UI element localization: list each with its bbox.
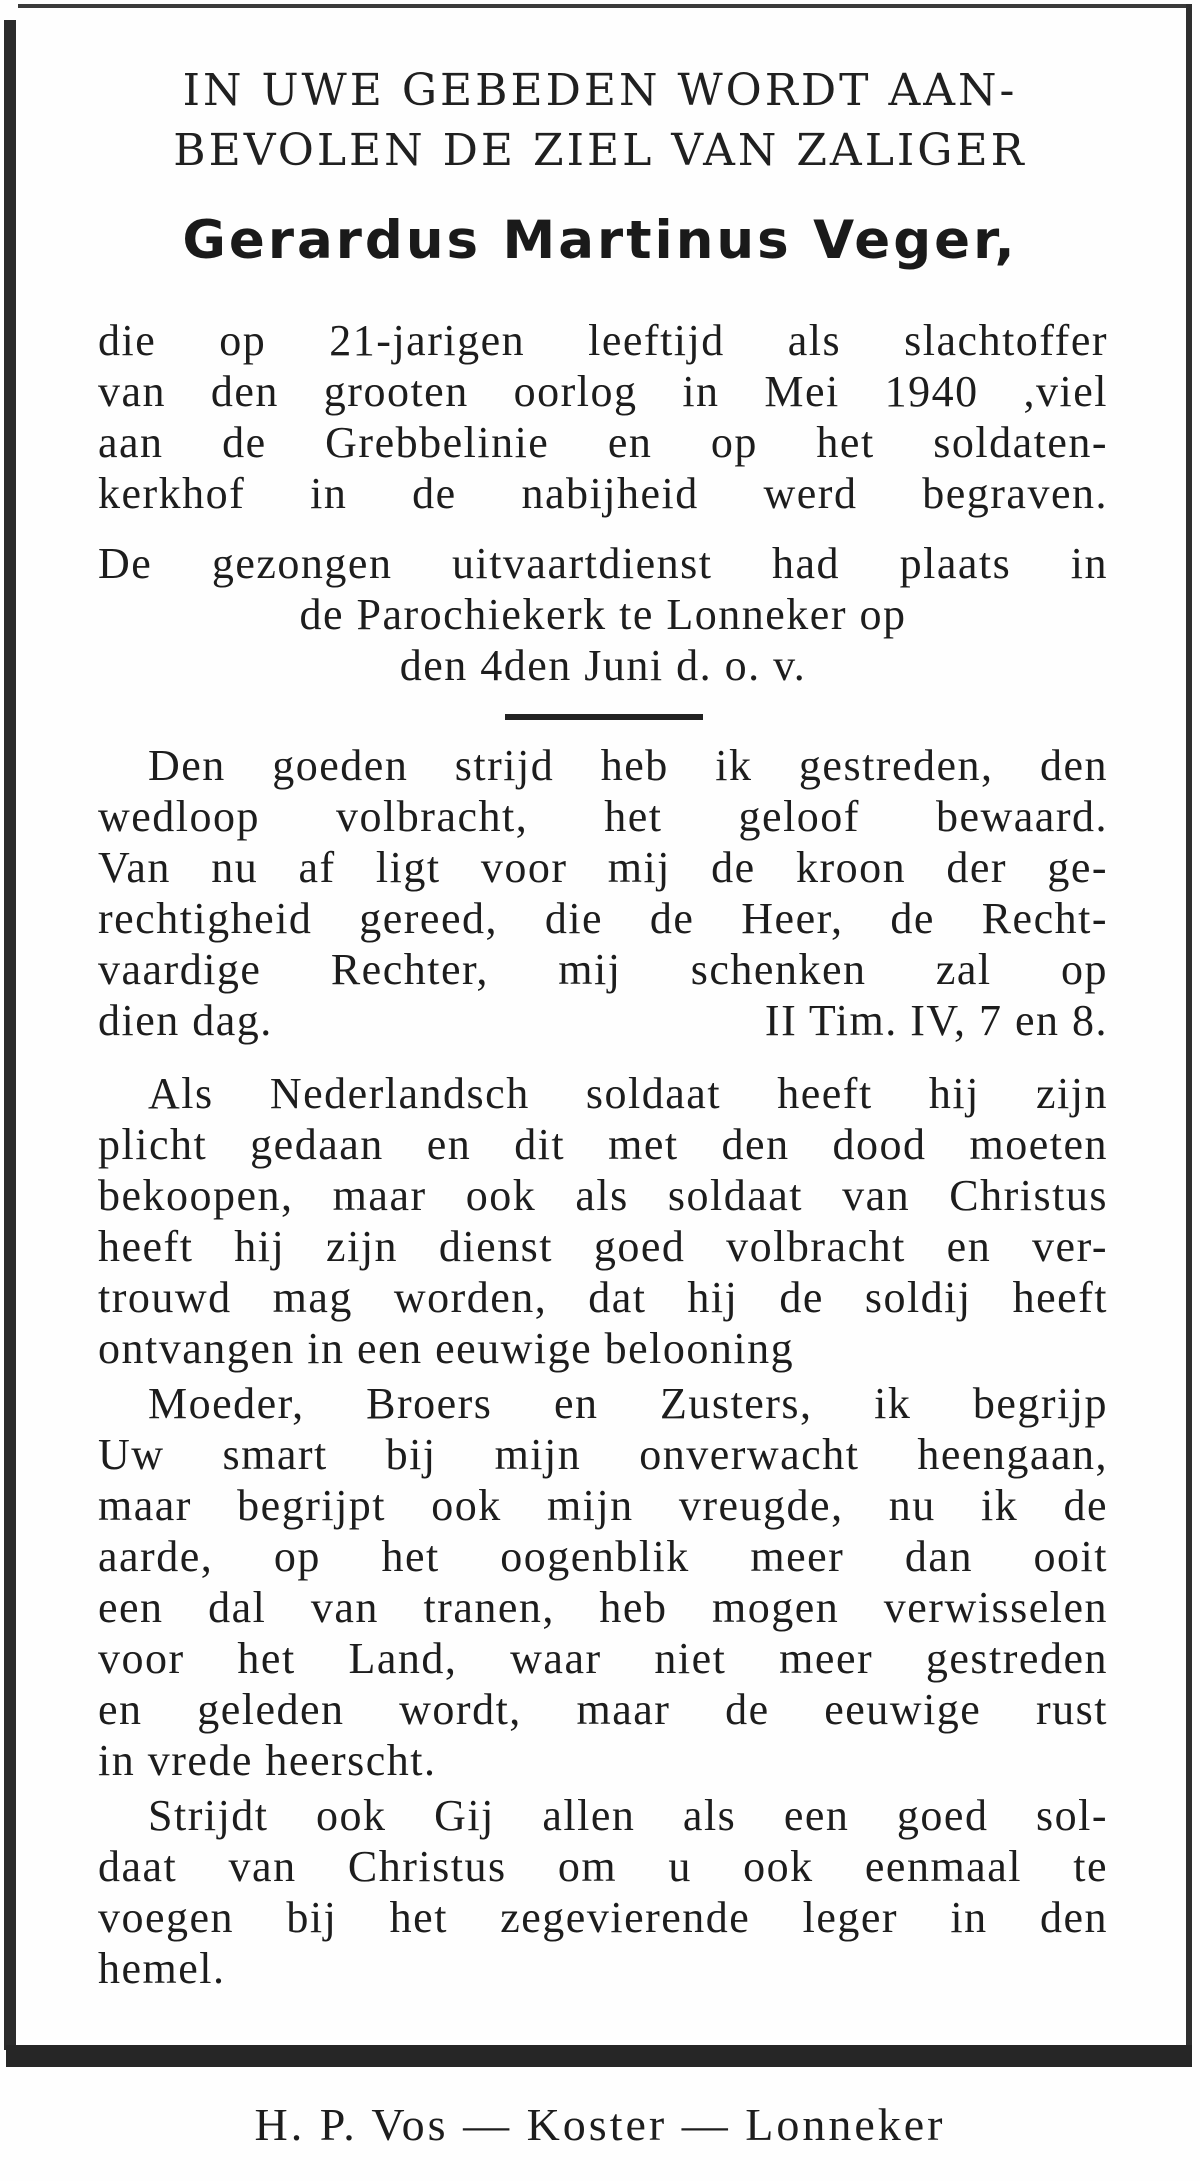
family-paragraph: [98, 1378, 1108, 1786]
verse-last-line: [98, 995, 1108, 1046]
border-top: [18, 4, 1188, 8]
soldier-line: heeft hij zijn dienst goed volbracht en ver-: [98, 1222, 1108, 1271]
family-line: Moeder, Broers en Zusters, ik begrijp: [148, 1379, 1108, 1428]
family-line: een dal van tranen, heb mogen verwisselen: [98, 1583, 1108, 1632]
bio-line: aan de Grebbelinie en op het soldaten-: [98, 418, 1108, 467]
verse-line: Den goeden strijd heb ik gestreden, den: [148, 741, 1108, 790]
verse-line: vaardige Rechter, mij schenken zal op: [98, 945, 1108, 994]
family-line: voor het Land, waar niet meer gestreden: [98, 1634, 1108, 1683]
soldier-line: ontvangen in een eeuwige belooning: [98, 1324, 795, 1373]
family-line: maar begrijpt ook mijn vreugde, nu ik de: [98, 1481, 1108, 1530]
header-line-1: IN UWE GEBEDEN WORDT AAN-: [182, 65, 1018, 116]
closing-line: daat van Christus om u ook eenmaal te: [98, 1842, 1108, 1891]
closing-line: voegen bij het zegevierende leger in den: [98, 1893, 1108, 1942]
bio-line: kerkhof in de nabijheid werd begraven.: [98, 469, 1108, 518]
deceased-name: Gerardus Martinus Veger,: [182, 210, 1018, 271]
closing-line: Strijdt ook Gij allen als een goed sol-: [148, 1791, 1108, 1840]
verse-line: wedloop volbracht, het geloof bewaard.: [98, 792, 1108, 841]
divider-rule: [505, 714, 703, 720]
family-line: en geleden wordt, maar de eeuwige rust: [98, 1685, 1108, 1734]
soldier-line: bekoopen, maar ook als soldaat van Christus: [98, 1171, 1108, 1220]
border-left: [4, 20, 16, 2050]
bio-line: van den grooten oorlog in Mei 1940 ,viel: [98, 367, 1108, 416]
funeral-line: de Parochiekerk te Lonneker op: [299, 590, 907, 639]
border-right: [1186, 4, 1192, 2064]
bible-reference: II Tim. IV, 7 en 8.: [764, 996, 1108, 1045]
soldier-line: Als Nederlandsch soldaat heeft hij zijn: [148, 1069, 1108, 1118]
soldier-line: trouwd mag worden, dat hij de soldij heeft: [98, 1273, 1108, 1322]
soldier-paragraph: [98, 1068, 1108, 1374]
funeral-line: De gezongen uitvaartdienst had plaats in: [98, 539, 1108, 588]
closing-paragraph: [98, 1790, 1108, 1994]
verse-line: rechtigheid gereed, die de Heer, de Recht-: [98, 894, 1108, 943]
verse-line: Van nu af ligt voor mij de kroon der ge-: [98, 843, 1108, 892]
printer-credit: H. P. Vos — Koster — Lonneker: [254, 2099, 946, 2150]
funeral-line: den 4den Juni d. o. v.: [399, 641, 807, 690]
family-line: Uw smart bij mijn onverwacht heengaan,: [98, 1430, 1108, 1479]
family-line: in vrede heerscht.: [98, 1736, 437, 1785]
bio-paragraph: [98, 315, 1108, 519]
verse-line: dien dag.: [98, 996, 273, 1045]
bio-line: die op 21-jarigen leeftijd als slachtoffer: [98, 316, 1108, 365]
soldier-line: plicht gedaan en dit met den dood moeten: [98, 1120, 1108, 1169]
border-bottom: [6, 2045, 1192, 2067]
family-line: aarde, op het oogenblik meer dan ooit: [98, 1532, 1108, 1581]
funeral-paragraph: [98, 538, 1108, 691]
header-line-2: BEVOLEN DE ZIEL VAN ZALIGER: [173, 125, 1027, 176]
verse-paragraph: [98, 740, 1108, 1046]
closing-line: hemel.: [98, 1944, 226, 1993]
